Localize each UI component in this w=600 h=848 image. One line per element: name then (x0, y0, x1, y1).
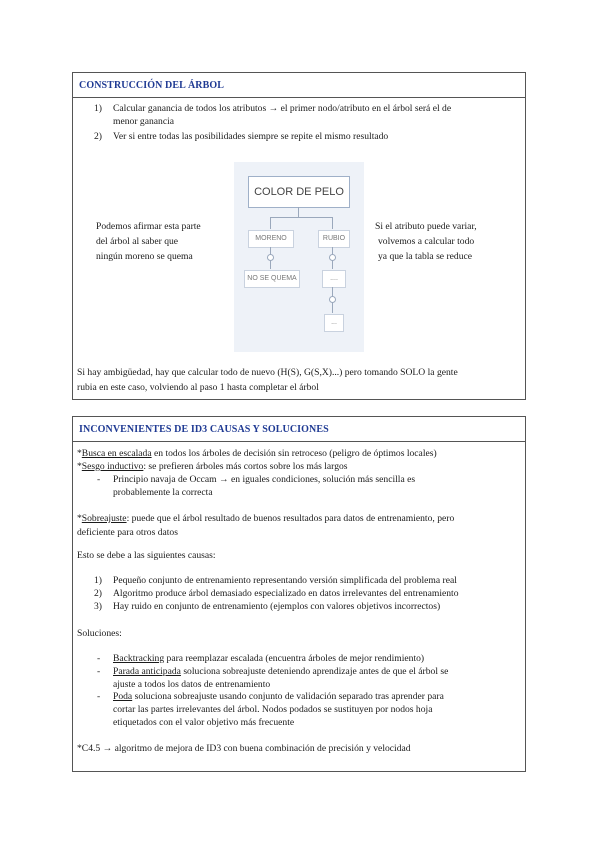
occam-text-cont: probablemente la correcta (113, 487, 213, 498)
left-note-line: Podemos afirmar esta parte (96, 221, 201, 232)
cause-number: 3) (94, 601, 102, 612)
tree-diagram (234, 162, 364, 352)
left-note-line: ningún moreno se quema (96, 251, 193, 262)
left-note-line: del árbol al saber que (96, 236, 179, 247)
cause-text: Pequeño conjunto de entrenamiento representando versión simplificada del problema real (113, 575, 457, 586)
cause-number: 1) (94, 575, 102, 586)
solution-parada: Parada anticipada soluciona sobreajuste deteniendo aprendizaje antes de que el árbol se (113, 666, 449, 677)
bullet-dash: - (97, 474, 101, 485)
tree-node-rubio: RUBIO (318, 230, 350, 248)
cause-text: Hay ruido en conjunto de entrenamiento (ejemplos con valores objetivos incorrectos) (113, 601, 441, 612)
list-number: 1) (94, 103, 102, 114)
tree-node-moreno: MORENO (248, 230, 294, 248)
tree-leaf-no-se-quema: NO SE QUEMA (244, 270, 300, 288)
solution-poda-cont: etiquetados con el valor objetivo más frecuente (113, 717, 295, 728)
right-note-line: Si el atributo puede variar, (375, 221, 477, 232)
tree-node-sub: .... (322, 270, 346, 288)
section-title: INCONVENIENTES DE ID3 CAUSAS Y SOLUCIONES (79, 424, 329, 435)
solution-poda: Poda soluciona sobreajuste usando conjunto de validación separado tras aprender para (113, 691, 444, 702)
section-header (73, 73, 525, 98)
section-header (73, 417, 525, 442)
paragraph-sobreajuste-cont: deficiente para otros datos (77, 527, 178, 538)
solution-poda-cont: cortar las partes irrelevantes del árbol. Nodos podados se sustituyen por nodos hoja (113, 704, 433, 715)
causes-intro: Esto se debe a las siguientes causas: (77, 550, 216, 561)
tree-joint (267, 254, 274, 261)
list-item-text: Calcular ganancia de todos los atributos → el primer nodo/atributo en el árbol será el de (113, 103, 452, 114)
list-item-text-cont: menor ganancia (113, 116, 174, 127)
tree-edge (332, 217, 333, 229)
bullet-dash: - (97, 691, 101, 702)
tree-joint (329, 254, 336, 261)
tree-edge (270, 217, 271, 229)
tree-edge (298, 207, 299, 217)
bullet-dash: - (97, 666, 101, 677)
bullet-dash: - (97, 653, 101, 664)
solution-backtracking: Backtracking para reemplazar escalada (encuentra árboles de mejor rendimiento) (113, 653, 425, 664)
c45-note: *C4.5 → algoritmo de mejora de ID3 con buena combinación de precisión y velocidad (77, 743, 411, 754)
tree-joint (329, 296, 336, 303)
section-title: CONSTRUCCIÓN DEL ÁRBOL (79, 80, 225, 91)
tree-root-node: COLOR DE PELO (248, 176, 350, 208)
paragraph-sesgo: *Sesgo inductivo: se prefieren árboles más cortos sobre los más largos (77, 461, 348, 472)
solutions-intro: Soluciones: (77, 628, 122, 639)
tree-leaf-sub: ... (324, 314, 344, 332)
footer-text: rubia en este caso, volviendo al paso 1 hasta completar el árbol (77, 382, 319, 393)
tree-edge (270, 217, 332, 218)
right-note-line: ya que la tabla se reduce (378, 251, 473, 262)
right-note-line: volvemos a calcular todo (378, 236, 475, 247)
footer-text: Si hay ambigüedad, hay que calcular todo de nuevo (H(S), G(S,X)...) pero tomando SOLO la gente (77, 367, 458, 378)
solution-parada-cont: ajuste a todos los datos de entrenamiento (113, 679, 271, 690)
cause-text: Algoritmo produce árbol demasiado especializado en datos irrelevantes del entrenamiento (113, 588, 459, 599)
list-item-text: Ver si entre todas las posibilidades siempre se repite el mismo resultado (113, 131, 389, 142)
cause-number: 2) (94, 588, 102, 599)
paragraph-sobreajuste: *Sobreajuste: puede que el árbol resultado de buenos resultados para datos de entrenamiento, pero (77, 513, 455, 524)
occam-text: Principio navaja de Occam → en iguales condiciones, solución más sencilla es (113, 474, 416, 485)
list-number: 2) (94, 131, 102, 142)
paragraph-busca: *Busca en escalada en todos los árboles de decisión sin retroceso (peligro de óptimos locales) (77, 448, 437, 459)
